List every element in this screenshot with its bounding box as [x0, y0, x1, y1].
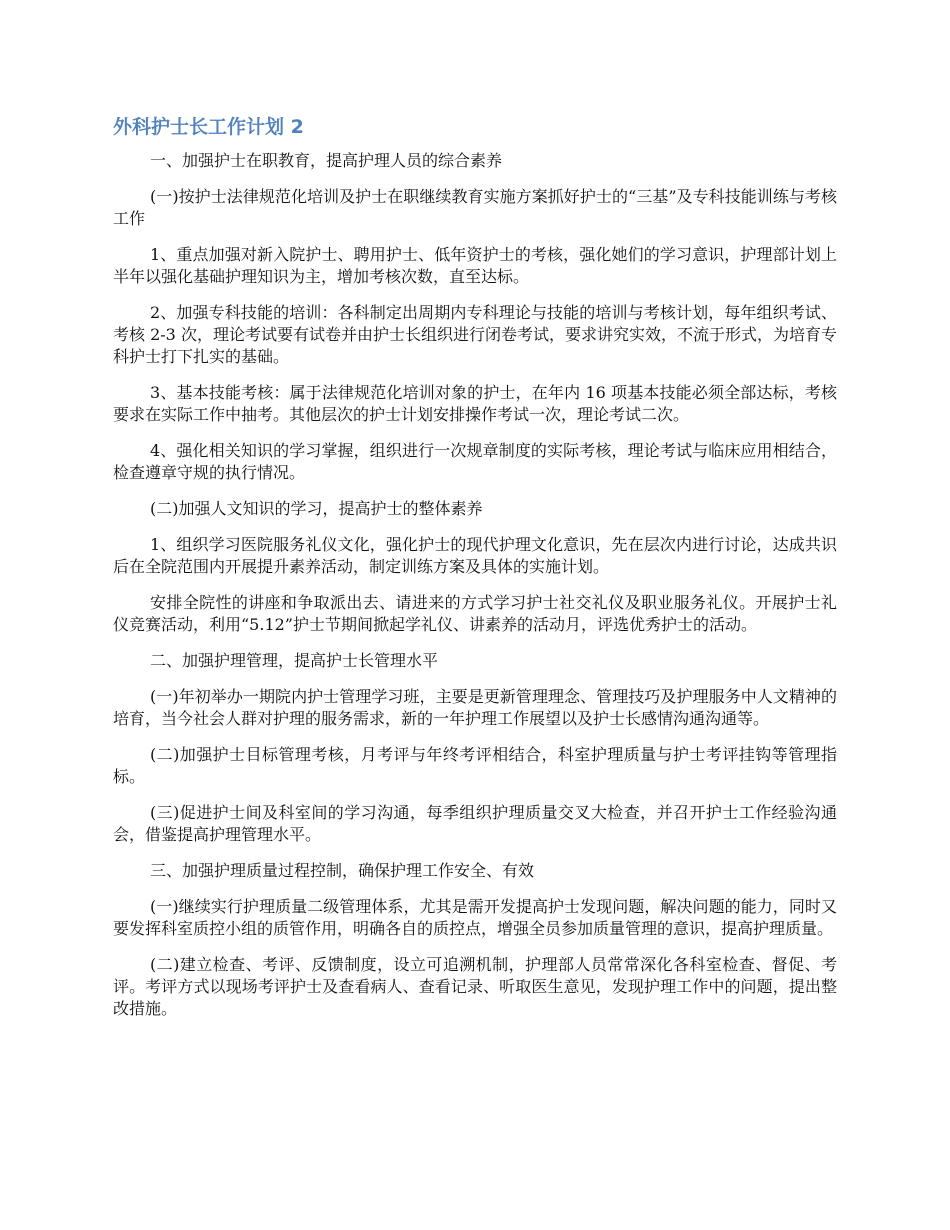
body-paragraph: 1、重点加强对新入院护士、聘用护士、低年资护士的考核，强化她们的学习意识，护理部计划上半年以强化基础护理知识为主，增加考核次数，直至达标。 — [113, 245, 837, 286]
body-paragraph: 4、强化相关知识的学习掌握，组织进行一次规章制度的实际考核，理论考试与临床应用相结合，检查遵章守规的执行情况。 — [113, 441, 837, 482]
body-paragraph: (三)促进护士间及科室间的学习沟通，每季组织护理质量交叉大检查，并召开护士工作经验沟通会，借鉴提高护理管理水平。 — [113, 803, 837, 844]
document-title: 外科护士长工作计划 2 — [113, 116, 304, 138]
subsection-heading: (二)加强人文知识的学习，提高护士的整体素养 — [150, 499, 483, 518]
body-paragraph: 安排全院性的讲座和争取派出去、请进来的方式学习护士社交礼仪及职业服务礼仪。开展护士礼仪竞赛活动，利用“5.12”护士节期间掀起学礼仪、讲素养的活动月，评选优秀护士的活动。 — [113, 593, 837, 634]
section-heading-1: 一、加强护士在职教育，提高护理人员的综合素养 — [150, 151, 503, 170]
body-paragraph: (一)年初举办一期院内护士管理学习班，主要是更新管理理念、管理技巧及护理服务中人文精神的培育，当今社会人群对护理的服务需求，新的一年护理工作展望以及护士长感情沟通沟通等。 — [113, 687, 837, 728]
body-paragraph: (一)继续实行护理质量二级管理体系，尤其是需开发提高护士发现问题，解决问题的能力，同时又要发挥科室质控小组的质管作用，明确各自的质控点，增强全员参加质量管理的意识，提高护理质量。 — [113, 897, 837, 938]
body-paragraph: (二)建立检查、考评、反馈制度，设立可追溯机制，护理部人员常常深化各科室检查、督促、考评。考评方式以现场考评护士及查看病人、查看记录、听取医生意见，发现护理工作中的问题，提出整改措施。 — [113, 955, 837, 1018]
section-heading-2: 二、加强护理管理，提高护士长管理水平 — [150, 651, 439, 670]
body-paragraph: (二)加强护士目标管理考核，月考评与年终考评相结合，科室护理质量与护士考评挂钩等管理指标。 — [113, 745, 837, 786]
body-paragraph: 1、组织学习医院服务礼仪文化，强化护士的现代护理文化意识，先在层次内进行讨论，达成共识后在全院范围内开展提升素养活动，制定训练方案及具体的实施计划。 — [113, 535, 837, 576]
section-heading-3: 三、加强护理质量过程控制，确保护理工作安全、有效 — [150, 861, 535, 880]
body-paragraph: 2、加强专科技能的培训：各科制定出周期内专科理论与技能的培训与考核计划，每年组织考试、考核 2-3 次，理论考试要有试卷并由护士长组织进行闭卷考试，要求讲究实效，不流于形式，为培育专科护士打下扎实的基础。 — [113, 303, 837, 366]
body-paragraph: 3、基本技能考核：属于法律规范化培训对象的护士，在年内 16 项基本技能必须全部达标，考核要求在实际工作中抽考。其他层次的护士计划安排操作考试一次，理论考试二次。 — [113, 383, 837, 424]
document-body — [113, 150, 837, 1034]
subsection-heading: (一)按护士法律规范化培训及护士在职继续教育实施方案抓好护士的“三基”及专科技能训练与考核工作 — [113, 187, 837, 228]
